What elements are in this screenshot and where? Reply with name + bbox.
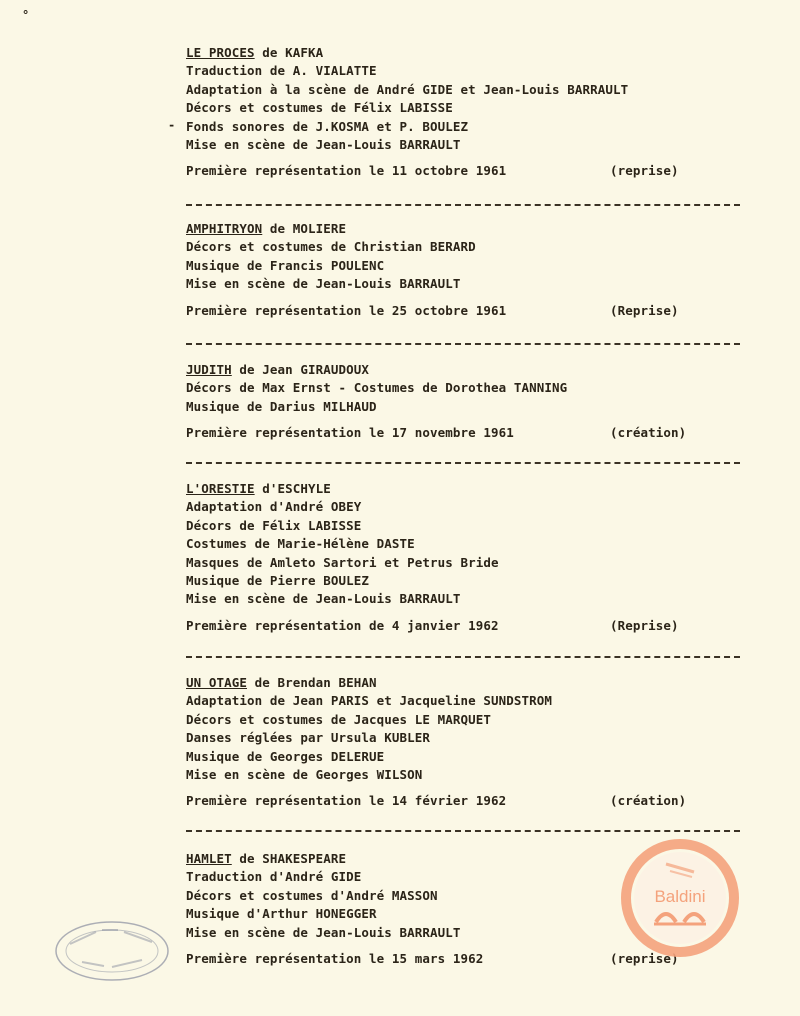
seal-text: Baldini — [654, 887, 706, 906]
premiere-type: (reprise) — [610, 951, 679, 967]
premiere-type: (Reprise) — [610, 302, 679, 318]
play-title: UN OTAGE — [186, 675, 248, 690]
play-title: JUDITH — [186, 362, 232, 377]
play-heading — [186, 480, 746, 498]
credit-line: Mise en scène de Jean-Louis BARRAULT — [186, 591, 461, 607]
play-title: L'ORESTIE — [186, 481, 255, 496]
credit-line: Musique d'Arthur HONEGGER — [186, 906, 377, 922]
play-author: de KAFKA — [254, 45, 324, 60]
premiere-date: Première représentation le 11 octobre 1961 — [186, 163, 507, 179]
baldini-seal-logo — [620, 838, 740, 958]
play-heading — [186, 44, 746, 62]
margin-dash: - — [168, 118, 176, 132]
play-entry-orestie — [186, 480, 746, 635]
dashed-separator — [186, 830, 740, 832]
premiere-line — [186, 302, 746, 320]
play-author: de Jean GIRAUDOUX — [231, 362, 370, 377]
credit-line: Mise en scène de Georges WILSON — [186, 767, 423, 783]
dashed-separator — [186, 656, 740, 658]
corner-mark: ° — [22, 8, 30, 22]
credit-line: Décors et costumes de Jacques LE MARQUET — [186, 711, 492, 727]
premiere-type: (Reprise) — [610, 617, 679, 633]
credit-line: Fonds sonores de J.KOSMA et P. BOULEZ — [186, 118, 469, 134]
dashed-separator — [186, 462, 740, 464]
credit-line: Musique de Georges DELERUE — [186, 748, 385, 764]
credit-line: Masques de Amleto Sartori et Petrus Bride — [186, 554, 499, 570]
play-heading — [186, 361, 746, 379]
play-author: de SHAKESPEARE — [231, 851, 347, 866]
credit-line: Adaptation de Jean PARIS et Jacqueline SUNDSTROM — [186, 693, 553, 709]
credit-line: Décors et costumes de Christian BERARD — [186, 239, 476, 255]
credit-line: Mise en scène de Jean-Louis BARRAULT — [186, 137, 461, 153]
play-author: d'ESCHYLE — [254, 481, 331, 496]
premiere-line — [186, 424, 746, 442]
credit-line: Décors et costumes d'André MASSON — [186, 887, 438, 903]
play-author: de Brendan BEHAN — [247, 675, 377, 690]
credit-line: Mise en scène de Jean-Louis BARRAULT — [186, 276, 461, 292]
credit-line: Traduction de A. VIALATTE — [186, 63, 377, 79]
play-title: HAMLET — [186, 851, 232, 866]
premiere-line — [186, 162, 746, 180]
premiere-line — [186, 792, 746, 810]
credit-line: Adaptation d'André OBEY — [186, 499, 362, 515]
play-entry-judith — [186, 361, 746, 442]
play-title: AMPHITRYON — [186, 221, 263, 236]
play-entry-le-proces — [186, 44, 746, 180]
play-title: LE PROCES — [186, 45, 255, 60]
dashed-separator — [186, 343, 740, 345]
play-heading — [186, 220, 746, 238]
play-heading — [186, 674, 746, 692]
credit-line: Mise en scène de Jean-Louis BARRAULT — [186, 924, 461, 940]
library-stamp — [52, 918, 172, 984]
credit-line: Musique de Pierre BOULEZ — [186, 573, 370, 589]
premiere-date: Première représentation le 25 octobre 1961 — [186, 302, 507, 318]
premiere-line — [186, 617, 746, 635]
premiere-type: (création) — [610, 793, 687, 809]
credit-line: Musique de Francis POULENC — [186, 257, 385, 273]
play-entry-amphitryon — [186, 220, 746, 320]
credit-line: Danses réglées par Ursula KUBLER — [186, 730, 431, 746]
credit-line: Traduction d'André GIDE — [186, 869, 362, 885]
credit-line: Adaptation à la scène de André GIDE et Jean-Louis BARRAULT — [186, 81, 629, 97]
premiere-type: (reprise) — [610, 163, 679, 179]
premiere-date: Première représentation le 15 mars 1962 — [186, 951, 484, 967]
premiere-date: Première représentation de 4 janvier 1962 — [186, 617, 499, 633]
play-author: de MOLIERE — [262, 221, 347, 236]
credit-line: Musique de Darius MILHAUD — [186, 398, 377, 414]
premiere-date: Première représentation le 17 novembre 1961 — [186, 425, 514, 441]
play-entry-un-otage — [186, 674, 746, 810]
credit-line: Décors de Max Ernst - Costumes de Dorothea TANNING — [186, 380, 568, 396]
premiere-type: (création) — [610, 425, 687, 441]
credit-line: Décors de Félix LABISSE — [186, 517, 362, 533]
dashed-separator — [186, 204, 740, 206]
credit-line: Décors et costumes de Félix LABISSE — [186, 100, 453, 116]
credit-line: Costumes de Marie-Hélène DASTE — [186, 536, 415, 552]
premiere-date: Première représentation le 14 février 1962 — [186, 793, 507, 809]
